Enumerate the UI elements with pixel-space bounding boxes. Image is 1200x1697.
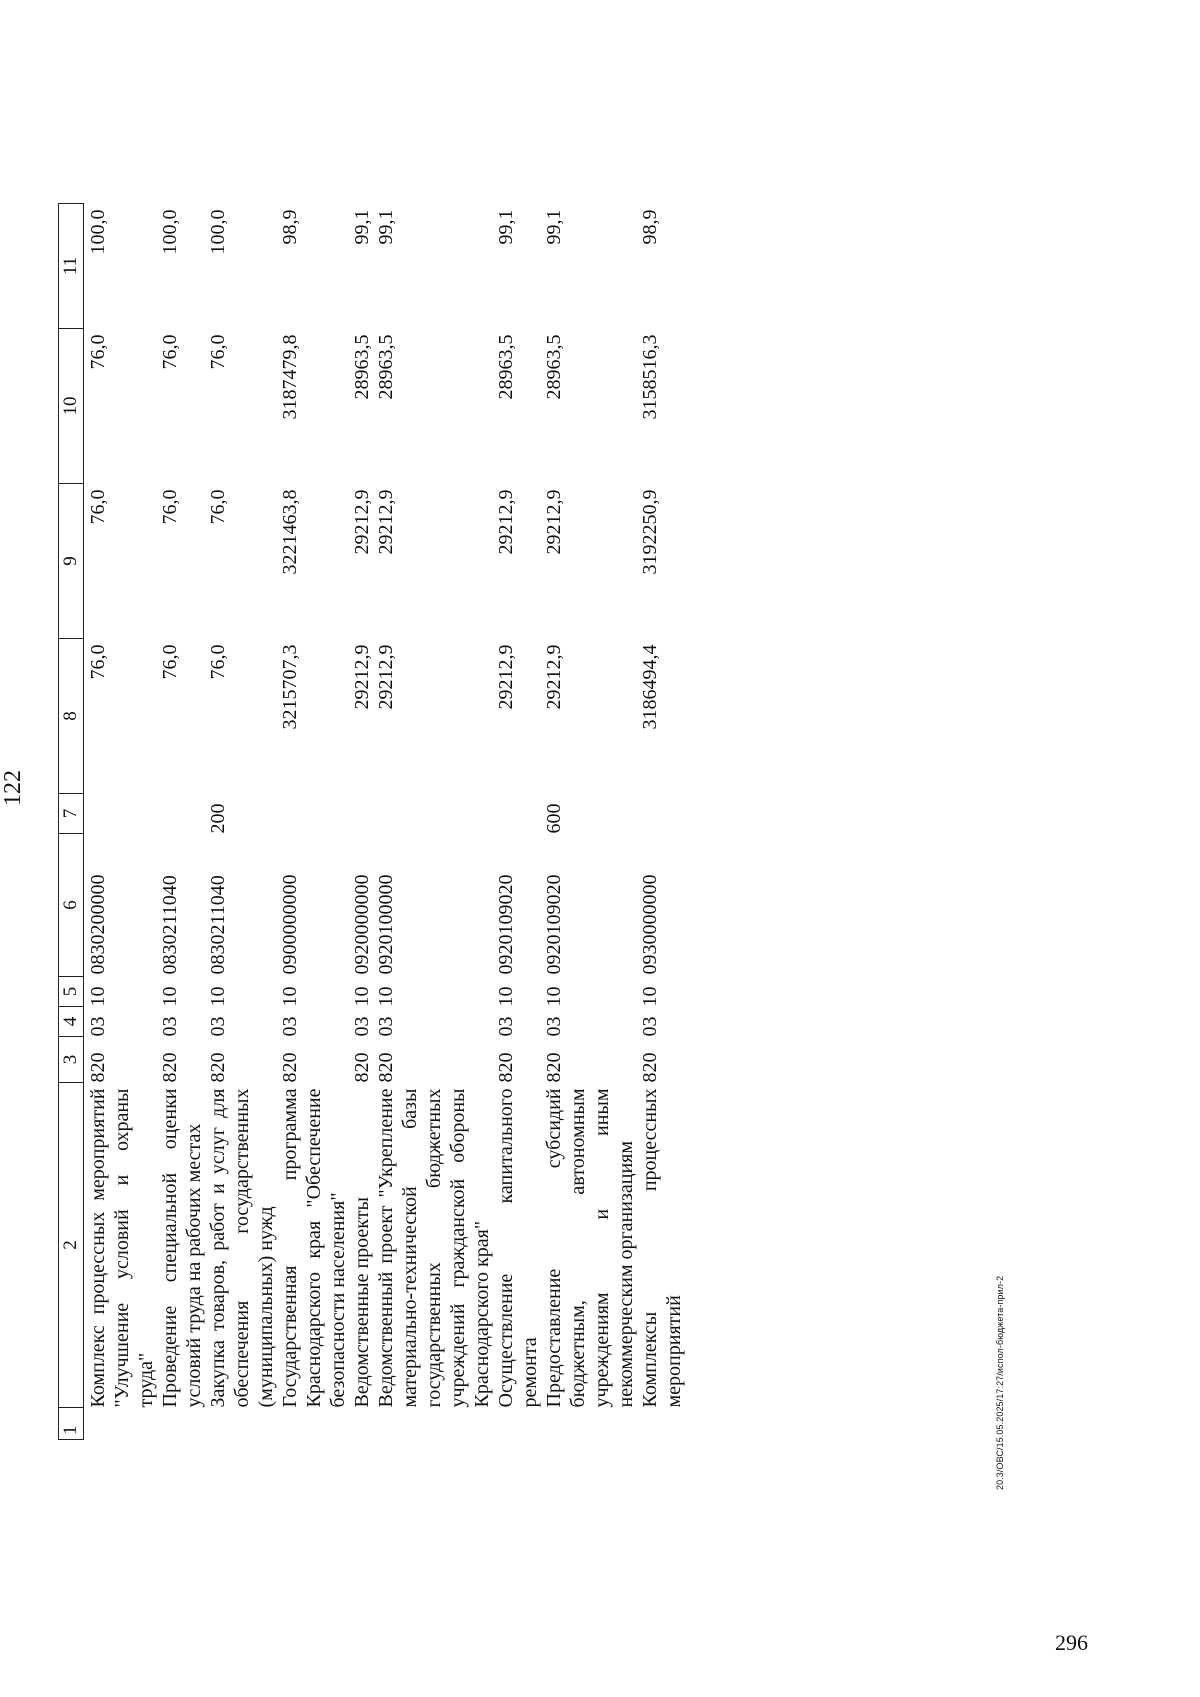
- cell-vr: 600: [543, 803, 565, 834]
- row-name: Комплекс процессных мероприятий "Улучшение условий и охраны труда": [87, 1088, 157, 1408]
- header-cell: 8: [59, 639, 84, 794]
- cell-csr: 0900000000: [279, 874, 301, 975]
- cell-executed: 3158516,3: [639, 334, 661, 420]
- header-cell: 3: [59, 1037, 84, 1083]
- budget-table: [58, 203, 686, 1440]
- header-cell: 7: [59, 794, 84, 834]
- row-name: Проведение специальной оценки условий труда на рабочих местах: [159, 1088, 205, 1408]
- row-name: Ведомственные проекты: [351, 1197, 373, 1408]
- table-row: [278, 204, 350, 1440]
- cell-executed: 28963,5: [495, 334, 517, 400]
- cell-rz: 03: [279, 1016, 301, 1037]
- cell-executed: 3187479,8: [279, 334, 301, 420]
- cell-plan: 29212,9: [351, 489, 373, 555]
- cell-ved: 820: [207, 1052, 229, 1083]
- header-cell: 6: [59, 834, 84, 977]
- header-cell: 10: [59, 329, 84, 484]
- cell-pr: 10: [495, 986, 517, 1007]
- cell-rz: 03: [375, 1016, 397, 1037]
- document-stamp: 20.3/ОВС/15.05.2025/17:27/испол-бюджета-прил-2: [995, 1275, 1005, 1490]
- cell-csr: 0920109020: [495, 874, 517, 975]
- cell-ved: 820: [375, 1052, 397, 1083]
- cell-pr: 10: [207, 986, 229, 1007]
- cell-ved: 820: [87, 1052, 109, 1083]
- cell-executed: 76,0: [87, 334, 109, 370]
- cell-percent: 99,1: [495, 209, 517, 245]
- table-row: [374, 204, 494, 1440]
- cell-plan: 3221463,8: [279, 489, 301, 575]
- table-row: [158, 204, 206, 1440]
- cell-pr: 10: [159, 986, 181, 1007]
- cell-approved: 29212,9: [351, 644, 373, 710]
- table-header-row: [59, 204, 84, 1440]
- cell-percent: 98,9: [279, 209, 301, 245]
- cell-rz: 03: [207, 1016, 229, 1037]
- cell-ved: 820: [639, 1052, 661, 1083]
- cell-plan: 29212,9: [375, 489, 397, 555]
- header-cell: 4: [59, 1007, 84, 1037]
- cell-plan: 76,0: [207, 489, 229, 525]
- table-row: [206, 204, 278, 1440]
- cell-rz: 03: [543, 1016, 565, 1037]
- table-row: [494, 204, 542, 1440]
- row-name: Ведомственный проект "Укрепление материально-технической базы государственных бюджетных учреждений гражданской обороны Краснодарского края": [375, 1088, 493, 1408]
- cell-csr: 0920000000: [351, 874, 373, 975]
- row-name: Закупка товаров, работ и услуг для обеспечения государственных (муниципальных) нужд: [207, 1088, 277, 1408]
- cell-vr: [278, 794, 350, 834]
- cell-csr: 0930000000: [639, 874, 661, 975]
- cell-vr: [374, 794, 494, 834]
- cell-executed: 28963,5: [375, 334, 397, 400]
- inner-page-number: 122: [0, 770, 26, 806]
- cell-executed: 76,0: [159, 334, 181, 370]
- cell-vr: [350, 794, 374, 834]
- cell-ved: 820: [543, 1052, 565, 1083]
- row-name: Предоставление субсидий бюджетным, автономным учреждениям и иным некоммерческим организациям: [543, 1088, 637, 1408]
- cell-plan: 76,0: [159, 489, 181, 525]
- cell-executed: 76,0: [207, 334, 229, 370]
- table-row: [638, 204, 686, 1440]
- cell-approved: 3215707,3: [279, 644, 301, 730]
- cell-approved: 76,0: [207, 644, 229, 680]
- header-cell: 11: [59, 204, 84, 329]
- cell-csr: 0830211040: [207, 875, 229, 975]
- cell-pr: 10: [543, 986, 565, 1007]
- cell-executed: 28963,5: [543, 334, 565, 400]
- cell-vr: [494, 794, 542, 834]
- page-number: 296: [1055, 1630, 1088, 1655]
- cell-pr: 10: [375, 986, 397, 1007]
- cell-plan: 76,0: [87, 489, 109, 525]
- cell-pr: 10: [279, 986, 301, 1007]
- cell-csr: 0920109020: [543, 874, 565, 975]
- cell-rz: 03: [351, 1016, 373, 1037]
- cell-rz: 03: [639, 1016, 661, 1037]
- cell-percent: 99,1: [351, 209, 373, 245]
- row-name: Осуществление капитального ремонта: [495, 1088, 541, 1408]
- cell-ved: 820: [279, 1052, 301, 1083]
- cell-ved: 820: [495, 1052, 517, 1083]
- cell-approved: 3186494,4: [639, 644, 661, 730]
- header-cell: 2: [59, 1083, 84, 1408]
- cell-vr: [84, 794, 159, 834]
- cell-percent: 100,0: [87, 209, 109, 255]
- row-name: Государственная программа Краснодарского края "Обеспечение безопасности населения": [279, 1088, 349, 1408]
- cell-approved: 29212,9: [495, 644, 517, 710]
- cell-ved: 820: [159, 1052, 181, 1083]
- cell-pr: 10: [351, 986, 373, 1007]
- cell-vr: 200: [207, 803, 229, 834]
- cell-pr: 10: [639, 986, 661, 1007]
- cell-pr: 10: [87, 986, 109, 1007]
- cell-vr: [158, 794, 206, 834]
- row-name: Комплексы процессных мероприятий: [639, 1088, 685, 1408]
- cell-rz: 03: [87, 1016, 109, 1037]
- cell-rz: 03: [159, 1016, 181, 1037]
- cell-csr: 0830200000: [87, 874, 109, 975]
- cell-approved: 76,0: [159, 644, 181, 680]
- cell-percent: 99,1: [543, 209, 565, 245]
- cell-approved: 29212,9: [375, 644, 397, 710]
- cell-rz: 03: [495, 1016, 517, 1037]
- cell-vr: [638, 794, 686, 834]
- cell-plan: 29212,9: [495, 489, 517, 555]
- table-row: [350, 204, 374, 1440]
- cell-csr: 0920100000: [375, 874, 397, 975]
- table-row: [542, 204, 638, 1440]
- header-cell: 1: [59, 1408, 84, 1440]
- cell-percent: 100,0: [207, 209, 229, 255]
- header-cell: 5: [59, 977, 84, 1007]
- cell-percent: 100,0: [159, 209, 181, 255]
- cell-csr: 0830211040: [159, 875, 181, 975]
- cell-plan: 3192250,9: [639, 489, 661, 575]
- header-cell: 9: [59, 484, 84, 639]
- cell-percent: 99,1: [375, 209, 397, 245]
- cell-percent: 98,9: [639, 209, 661, 245]
- cell-approved: 76,0: [87, 644, 109, 680]
- cell-plan: 29212,9: [543, 489, 565, 555]
- cell-executed: 28963,5: [351, 334, 373, 400]
- cell-approved: 29212,9: [543, 644, 565, 710]
- cell-ved: 820: [351, 1052, 373, 1083]
- table-row: [84, 204, 159, 1440]
